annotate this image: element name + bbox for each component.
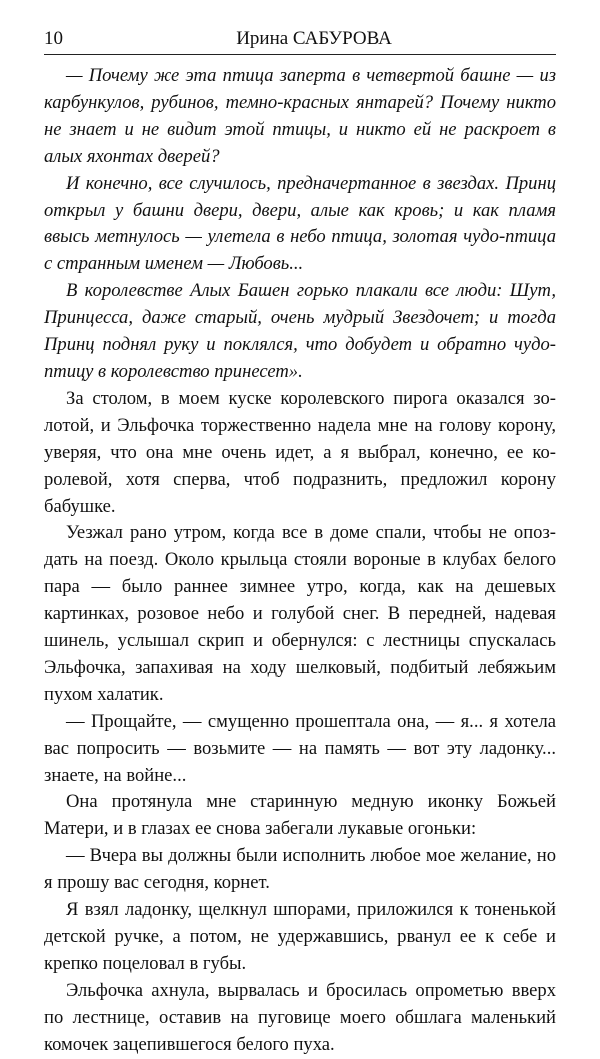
paragraph: И конечно, все случилось, предначертанное в звездах. Принц открыл у башни двери, двери, алые как кровь; и как пламя ввысь метнулось — улетела в небо птица, золотая чудо-птица с странным именем — Любовь... (44, 172, 556, 275)
paragraph: Эльфочка ахнула, вырвалась и бросилась опрометью вверх по лестнице, оставив на пуговице моего обшлага маленький комочек зацепившегося белого пуха. (44, 979, 556, 1055)
paragraph: В королевстве Алых Башен горько плакали все люди: Шут, Принцесса, даже старый, очень мудрый Звездочет; и тогда Принц поднял руку и поклялся, что добудет и обратно чудо-птицу в королевство принесет». (44, 280, 556, 382)
running-header (44, 26, 556, 55)
author-name: Ирина САБУРОВА (236, 28, 392, 49)
book-page (44, 26, 556, 1059)
page-number: 10 (44, 28, 63, 49)
paragraph: Я взял ладонку, щелкнул шпорами, приложился к тоненькой детской ручке, а потом, не удержавшись, рванул ее к себе и крепко поцеловал в губы. (44, 899, 556, 974)
paragraph: — Почему же эта птица заперта в четвертой башне — из карбункулов, рубинов, темно-красных янтарей? Почему никто не знает и не видит этой птицы, и никто ей не раскроет в алых яхонтах дверей? (44, 65, 556, 167)
paragraph: — Вчера вы должны были исполнить любое мое желание, но я прошу вас сегодня, корнет. (44, 845, 556, 894)
paragraph: Она протянула мне старинную медную иконку Божьей Матери, и в глазах ее снова забегали лукавые огоньки: (44, 791, 556, 840)
page-body (44, 63, 556, 1059)
paragraph: Уезжал рано утром, когда все в доме спали, чтобы не опоздать на поезд. Около крыльца стояли вороные в клубах белого пара — было раннее зимнее утро, когда, как на дешевых картинках, розовое небо и голубой снег. В передней, надевая шинель, услышал скрип и обернулся: с лестницы спускалась Эльфочка, запахивая на ходу шелковый, подбитый лебяжьим пухом халатик. (44, 522, 556, 705)
paragraph: — Прощайте, — смущенно прошептала она, — я... я хотела вас попросить — возьмите — на память — вот эту ладонку... знаете, на войне... (44, 710, 556, 786)
paragraph: За столом, в моем куске королевского пирога оказался золотой, и Эльфочка торжественно надела мне на голову корону, уверяя, что она мне очень идет, а я выбрал, конечно, ее королевой, хотя сперва, чтоб подразнить, предложил корону бабушке. (44, 387, 556, 517)
